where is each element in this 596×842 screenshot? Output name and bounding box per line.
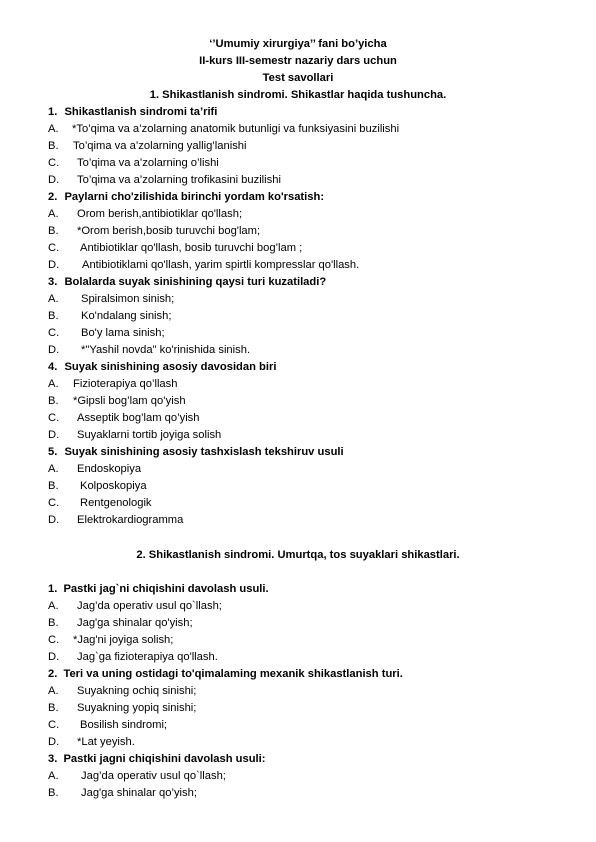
s1-q5: [48, 446, 344, 458]
s1-q1-number: 1.: [48, 106, 58, 118]
header-test-title: Test savollari: [262, 72, 334, 84]
header-subject: ‘’Umumiy xirurgiya’’ fani bo’yicha: [209, 38, 387, 50]
header-course: II-kurs III-semestr nazariy dars uchun: [199, 55, 397, 67]
s2-q1: [48, 583, 269, 595]
s1-q3-number: 3.: [48, 276, 58, 288]
s2-q2-text: Teri va uning ostidagi to'qimalaming mexanik shikastlanish turi: [63, 668, 400, 680]
s1-q3-text: Bolalarda suyak sinishining qaysi turi kuzatiladi?: [64, 276, 327, 288]
s1-q2-text: Paylarni cho'zilishida birinchi yordam ko'rsatish:: [64, 191, 325, 203]
document-page: ‘’Umumiy xirurgiya’’ fani bo’yicha II-kurs III-semestr nazariy dars uchun Test savollari 1. Shikastlanish sindromi. Shikastlar haqida tushuncha. 1. Shikastlanish sindromi ta’rifi A. *To’qima va a’zolarning anatomik butunligi va funksiyasini buzilishi B. To’qima va a’zolarning yallig’lanishi C. To’qima va a’zolarning o’lishi D. To’qima va a’zolarning trofikasini buzilishi 2. Paylarni cho'zilishida birinchi yordam ko'rsatish: A. Orom berish,antibiotiklar qo'llash; B. *Orom berish,bosib turuvchi bog'lam; C. Antibiotiklar qo'llash, bosib turuvchi bog’lam ; D. Antibiotiklami qo'llash, yarim spirtli kompresslar qo'llash. 3. Bolalarda suyak sinishining qaysi turi kuzatiladi? A. Spiralsimon sinish; B. Ko'ndalang sinish; C. Bo'y lama sinish; D. *"Yashil novda" ko'rinishida sinish. 4. Suyak sinishining asosiy davosidan biri A. Fizioterapiya qo’llash B. *Gipsli bog’lam qo’yish C. Asseptik bog’lam qo’yish D. Suyaklarni tortib joyiga solish 5. Suyak sinishining asosiy tashxislash tekshiruv usuli A. Endoskopiya B. Kolposkopiya C. Rentgenologik D. Elektrokardiogramma 2. Shikastlanish sindromi. Umurtqa, tos suyaklari shikastlari. 1. Pastki jag`ni chiqishini davolash usuli. A. Jag’da operativ usul qo`llash; B. Jag'ga shinalar qo'yish; C. *Jag'ni joyiga solish; D. Jag`ga fizioterapiya qo'llash. 2. Teri va uning ostidagi to'qimalaming mexanik shikastlanish turi. A. Suyakning ochiq sinishi; B. Suyakning yopiq sinishi; C. Bosilish sindromi; D. *Lat yeyish. 3. Pastki jagni chiqishini davolash usuli: A. Jag’da operativ usul qo`llash; B. Jag'ga shinalar qo’yish;: [0, 0, 596, 842]
section1-title: 1. Shikastlanish sindromi. Shikastlar haqida tushuncha.: [149, 89, 447, 101]
s2-q3-number: 3.: [48, 753, 58, 765]
s1-q5-number: 5.: [48, 446, 58, 458]
s1-q4: [48, 361, 276, 373]
section2-title: 2. Shikastlanish sindromi. Umurtqa, tos suyaklari shikastlari.: [136, 549, 460, 561]
s2-q3-text: Pastki jagni chiqishini davolash usuli:: [63, 753, 266, 765]
s2-q3: [48, 753, 266, 765]
s1-q4-number: 4.: [48, 361, 58, 373]
s1-q1-text: Shikastlanish sindromi ta’rifi: [64, 106, 218, 118]
s1-q4-text: Suyak sinishining asosiy davosidan biri: [64, 361, 277, 373]
s1-q1: [48, 106, 217, 118]
s2-q1-number: 1.: [48, 583, 58, 595]
s1-q5-text: Suyak sinishining asosiy tashxislash tekshiruv usuli: [64, 446, 344, 458]
s2-q2-number: 2.: [48, 668, 58, 680]
s1-q2: [48, 191, 324, 203]
s2-q2: 2. Teri va uning ostidagi to'qimalaming mexanik shikastlanish turi.: [48, 668, 403, 680]
s1-q3: [48, 276, 326, 288]
s1-q2-number: 2.: [48, 191, 58, 203]
s2-q1-text: Pastki jag`ni chiqishini davolash usuli.: [63, 583, 269, 595]
